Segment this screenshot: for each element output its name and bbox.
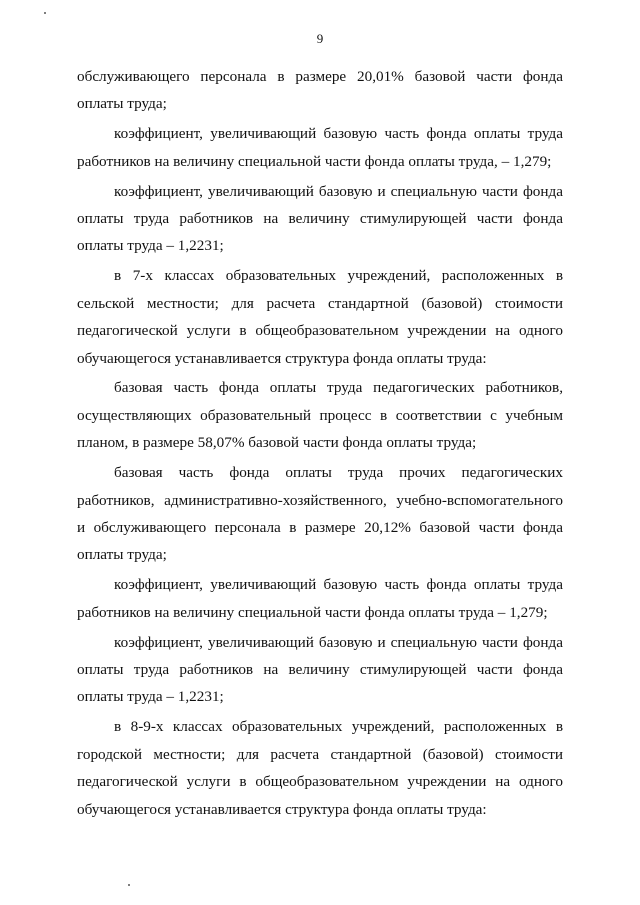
scan-speck [128,884,130,886]
paragraph-stimulating-coefficient: коэффициент, увеличивающий базовую и специальную части фонда оплаты труда работников на величину стимулирующей части фонда оплаты труда – 1,2231; [77,633,563,706]
paragraph-base-other-staff: базовая часть фонда оплаты труда прочих педагогических работников, административно-хозяйственного, учебно-вспомогательного и обслуживающего персонала в размере 20,12% базовой части фонда оплаты труда; [77,464,563,564]
paragraph-stimulating-coefficient-7: коэффициент, увеличивающий базовую и специальную части фонда оплаты труда работников на величину стимулирующей части фонда оплаты труда – 1,2231; [77,182,563,255]
paragraph-special-coefficient-7: коэффициент, увеличивающий базовую часть фонда оплаты труда работников на величину специальной части фонда оплаты труда, – 1,279; [77,125,563,170]
paragraph-base-teaching-staff: базовая часть фонда оплаты труда педагогических работников, осуществляющих образовательный процесс в соответствии с учебным планом, в размере 58,07% базовой части фонда оплаты труда; [77,379,563,452]
paragraph-continuation: обслуживающего персонала в размере 20,01% базовой части фонда оплаты труда; [77,68,563,113]
paragraph-special-coefficient: коэффициент, увеличивающий базовую часть фонда оплаты труда работников на величину специальной части фонда оплаты труда – 1,279; [77,576,563,621]
paragraph-grade-7-rural: в 7-х классах образовательных учреждений, расположенных в сельской местности; для расчета стандартной (базовой) стоимости педагогической услуги в общеобразовательном учреждении на одного обучающегося устанавливается структура фонда оплаты труда: [77,267,563,367]
document-body [77,63,563,823]
page-number: 9 [316,31,324,46]
paragraph-grade-8-9-urban: в 8-9-х классах образовательных учреждений, расположенных в городской местности; для расчета стандартной (базовой) стоимости педагогической услуги в общеобразовательном учреждении на одного обучающегося устанавливается структура фонда оплаты труда: [77,718,563,818]
scan-speck [44,12,46,14]
